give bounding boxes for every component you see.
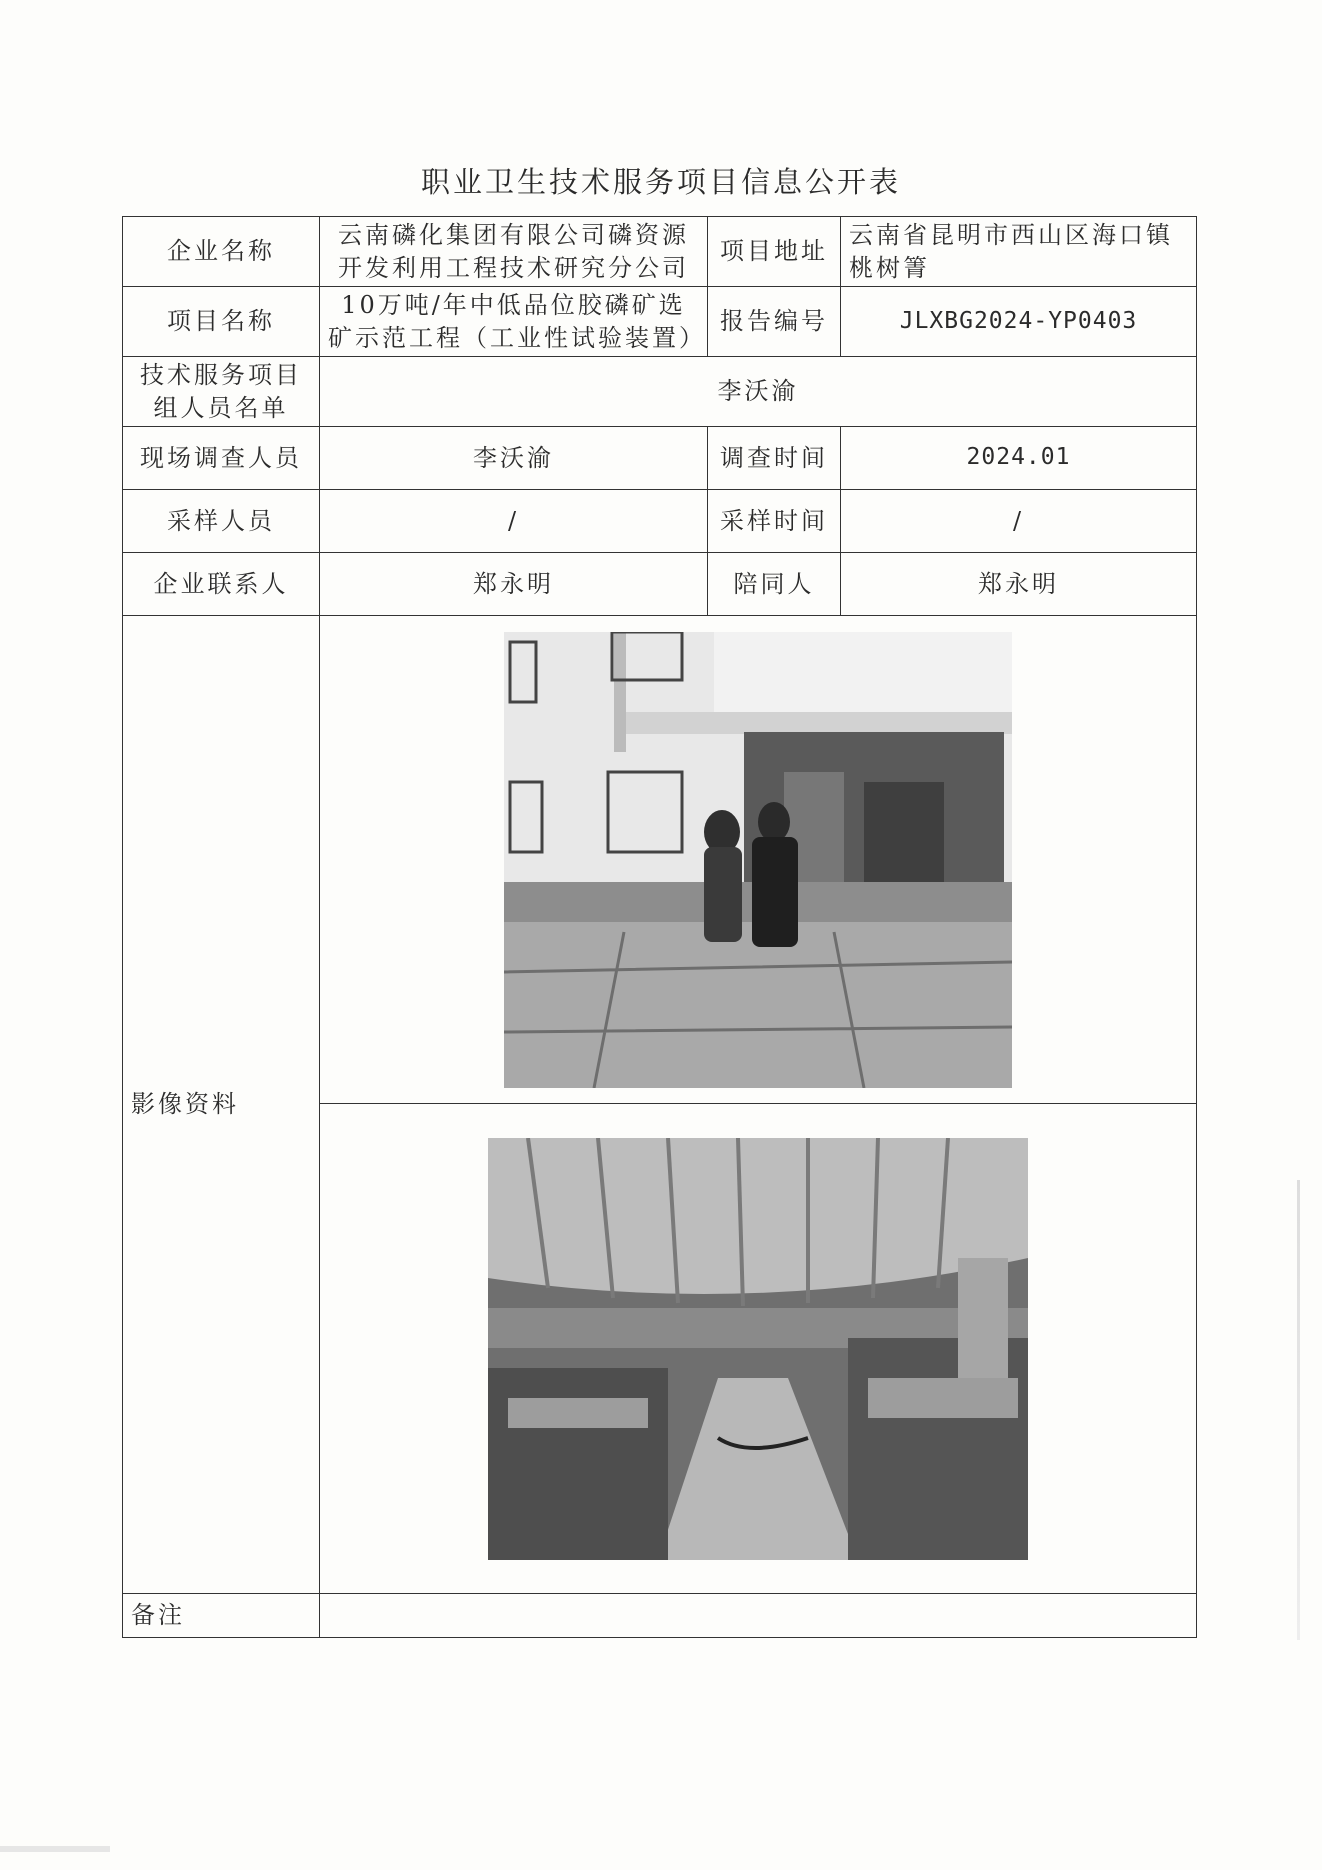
images-label: 影像资料	[123, 616, 320, 1594]
company-value: 云南磷化集团有限公司磷资源开发利用工程技术研究分公司	[320, 217, 708, 287]
row-company	[123, 217, 1197, 287]
row-remarks	[123, 1594, 1197, 1638]
project-label: 项目名称	[123, 287, 320, 357]
scan-corner-mark	[0, 1846, 110, 1852]
company-label: 企业名称	[123, 217, 320, 287]
sampler-value: /	[320, 490, 708, 553]
contact-value: 郑永明	[320, 553, 708, 616]
survey-time-label: 调查时间	[708, 427, 841, 490]
remarks-value	[320, 1594, 1197, 1638]
sampler-label: 采样人员	[123, 490, 320, 553]
info-table	[122, 216, 1197, 1638]
building-photo-graphic	[504, 632, 1012, 1088]
sample-time-value: /	[841, 490, 1197, 553]
remarks-label: 备注	[123, 1594, 320, 1638]
address-label: 项目地址	[708, 217, 841, 287]
page-title: 职业卫生技术服务项目信息公开表	[420, 165, 901, 199]
scan-edge-mark	[1297, 1180, 1300, 1640]
row-team	[123, 357, 1197, 427]
survey-person-value: 李沃渝	[320, 427, 708, 490]
escort-value: 郑永明	[841, 553, 1197, 616]
contact-label: 企业联系人	[123, 553, 320, 616]
survey-time-value: 2024.01	[841, 427, 1197, 490]
escort-label: 陪同人	[708, 553, 841, 616]
team-value: 李沃渝	[320, 357, 1197, 427]
photo-cell-building	[320, 616, 1197, 1104]
row-survey	[123, 427, 1197, 490]
sample-time-label: 采样时间	[708, 490, 841, 553]
photo-cell-workshop	[320, 1104, 1197, 1594]
report-label: 报告编号	[708, 287, 841, 357]
workshop-photo-graphic	[488, 1138, 1028, 1560]
report-number: JLXBG2024-YP0403	[841, 287, 1197, 357]
survey-person-label: 现场调查人员	[123, 427, 320, 490]
row-project	[123, 287, 1197, 357]
row-contact	[123, 553, 1197, 616]
team-label: 技术服务项目组人员名单	[123, 357, 320, 427]
photo-workshop-interior	[488, 1138, 1028, 1560]
photo-building-entrance	[504, 632, 1012, 1088]
row-images-1	[123, 616, 1197, 1104]
address-value: 云南省昆明市西山区海口镇桃树箐	[841, 217, 1197, 287]
row-sampling	[123, 490, 1197, 553]
project-value: 10万吨/年中低品位胶磷矿选矿示范工程（工业性试验装置）	[320, 287, 708, 357]
